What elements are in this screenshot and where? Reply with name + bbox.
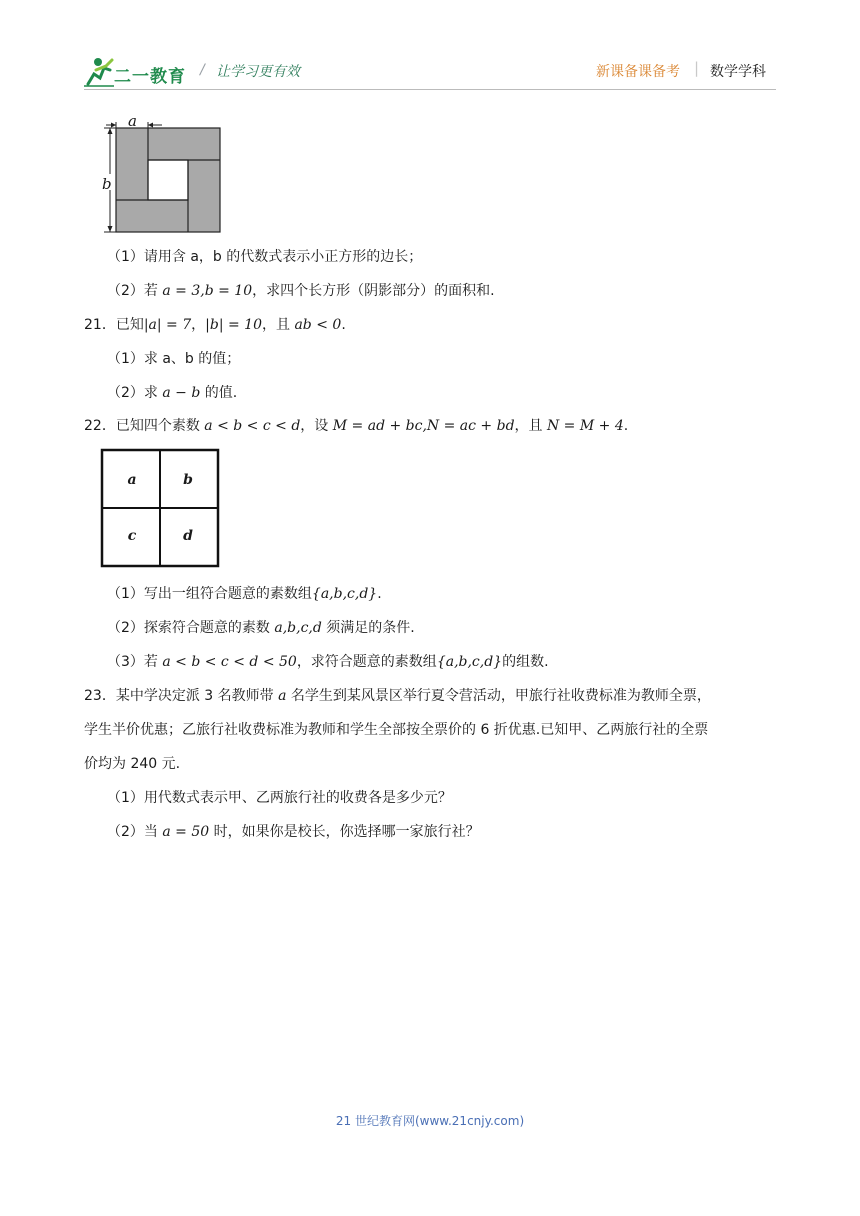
- dimension-label-a: a: [128, 112, 137, 130]
- q23-part2: （2）当 a = 50 时，如果你是校长，你选择哪一家旅行社？: [107, 824, 480, 840]
- footer-source: 21 世纪教育网(www.21cnjy.com): [335, 1114, 525, 1128]
- q23-part1: （1）用代数式表示甲、乙两旅行社的收费各是多少元？: [107, 790, 452, 806]
- q20-part1: （1）请用含 a，b 的代数式表示小正方形的边长；: [107, 249, 423, 265]
- q21-stem: 21．已知|a| = 7，|b| = 10，且 ab < 0.: [84, 317, 346, 333]
- square-rectangles-figure: [96, 110, 226, 236]
- page-header: [0, 0, 860, 100]
- grid-cell-b: b: [183, 472, 193, 488]
- subject-label: 数学学科: [710, 64, 766, 80]
- q22-part1: （1）写出一组符合题意的素数组{a,b,c,d}.: [107, 586, 382, 602]
- q23-stem-line3: 价均为 240 元.: [84, 756, 181, 772]
- inner-square: [148, 160, 188, 200]
- q23-stem-line1: 23．某中学决定派 3 名教师带 a 名学生到某风景区举行夏令营活动，甲旅行社收费标准为教师全票，: [84, 688, 711, 704]
- dimension-label-b: b: [102, 175, 112, 193]
- grid-cell-d: d: [183, 528, 193, 544]
- q22-part2: （2）探索符合题意的素数 a,b,c,d 须满足的条件.: [107, 620, 415, 636]
- logo-text: 二一教育: [114, 67, 186, 87]
- q21-part1: （1）求 a、b 的值；: [107, 351, 241, 367]
- grid-cell-c: c: [127, 528, 137, 544]
- q23-stem-line2: 学生半价优惠；乙旅行社收费标准为教师和学生全部按全票价的 6 折优惠.已知甲、乙两旅行社的全票: [84, 722, 709, 738]
- q21-part2: （2）求 a − b 的值.: [107, 385, 238, 401]
- q22-part3: （3）若 a < b < c < d < 50，求符合题意的素数组{a,b,c,d}的组数.: [107, 654, 549, 670]
- prime-grid-figure: [100, 448, 222, 570]
- q22-stem: 22．已知四个素数 a < b < c < d，设 M = ad + bc,N = ac + bd，且 N = M + 4.: [84, 418, 629, 434]
- course-label: 新课备课备考: [596, 64, 680, 80]
- q20-part2: （2）若 a = 3,b = 10，求四个长方形（阴影部分）的面积和.: [107, 283, 495, 299]
- slogan: 让学习更有效: [216, 64, 300, 80]
- header-divider: [84, 89, 776, 90]
- slogan-separator: /: [200, 62, 205, 78]
- header-separator: |: [694, 59, 700, 77]
- grid-cell-a: a: [127, 472, 137, 488]
